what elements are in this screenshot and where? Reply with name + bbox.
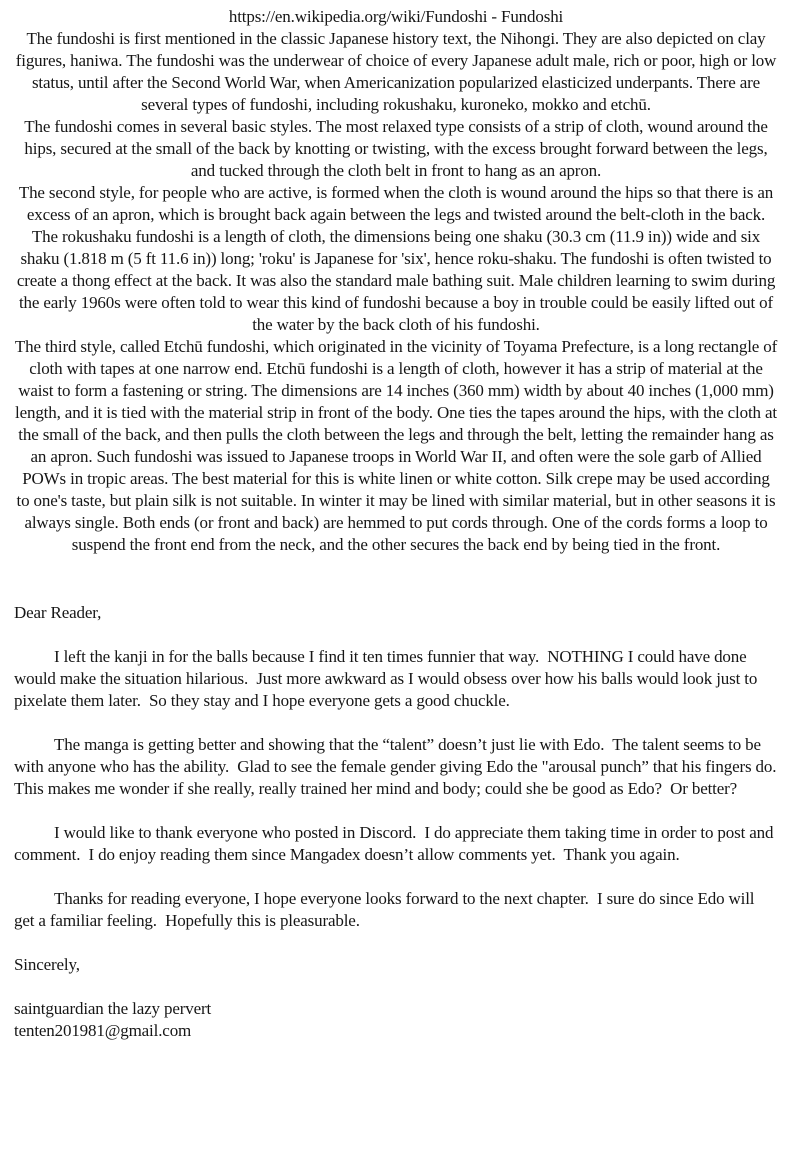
author-letter [14, 602, 785, 1042]
letter-closing: Sincerely, [14, 955, 80, 974]
letter-paragraph-2: The manga is getting better and showing that the “talent” doesn’t just lie with Edo. The talent seems to be with anyone who has the ability. Glad to see the female gender giving Edo the "arousal punch” that his fingers do. This makes me wonder if she really, really trained her mind and body; could she be good as Edo? Or better? [14, 735, 785, 798]
letter-paragraph-3: I would like to thank everyone who posted in Discord. I do appreciate them taking time in order to post and comment. I do enjoy reading them since Mangadex doesn’t allow comments yet. Thank you again. [14, 823, 778, 864]
wiki-paragraph-2: The fundoshi comes in several basic styles. The most relaxed type consists of a strip of cloth, wound around the hips, secured at the small of the back by knotting or twisting, with the excess brought forward between the legs, and tucked through the cloth belt in front to hang as an apron. [24, 117, 768, 180]
wikipedia-excerpt [14, 6, 778, 556]
wiki-paragraph-4: The third style, called Etchū fundoshi, which originated in the vicinity of Toyama Prefecture, is a long rectangle of cloth with tapes at one narrow end. Etchū fundoshi is a length of cloth, however it has a strip of material at the waist to form a fastening or string. The dimensions are 14 inches (360 mm) width by about 40 inches (1,000 mm) length, and it is tied with the material strip in front of the body. One ties the tapes around the hips, with the cloth at the small of the back, and then pulls the cloth between the legs and through the belt, letting the remainder hang as an apron. Such fundoshi was issued to Japanese troops in World War II, and often were the sole garb of Allied POWs in tropic areas. The best material for this is white linen or white cotton. Silk crepe may be used according to one's taste, but plain silk is not suitable. In winter it may be lined with similar material, but in other seasons it is always single. Both ends (or front and back) are hemmed to put cords through. One of the cords forms a loop to suspend the front end from the neck, and the other secures the back end by being tied in the front. [14, 337, 778, 554]
wiki-paragraph-3: The second style, for people who are active, is formed when the cloth is wound around the hips so that there is an excess of an apron, which is brought back again between the legs and twisted around the belt-cloth in the back. The rokushaku fundoshi is a length of cloth, the dimensions being one shaku (30.3 cm (11.9 in)) wide and six shaku (1.818 m (5 ft 11.6 in)) long; 'roku' is Japanese for 'six', hence roku-shaku. The fundoshi is often twisted to create a thong effect at the back. It was also the standard male bathing suit. Male children learning to swim during the early 1960s were often told to wear this kind of fundoshi because a boy in trouble could be easily lifted out of the water by the back cloth of his fundoshi. [16, 183, 776, 334]
source-url-line: https://en.wikipedia.org/wiki/Fundoshi - Fundoshi [228, 7, 564, 26]
letter-signature-name: saintguardian the lazy pervert [14, 999, 212, 1018]
letter-signature-email: tenten201981@gmail.com [14, 1021, 192, 1040]
letter-paragraph-1: I left the kanji in for the balls because I find it ten times funnier that way. NOTHING I could have done would make the situation hilarious. Just more awkward as I would obsess over how his balls would look just to pixelate them later. So they stay and I hope everyone gets a good chuckle. [14, 647, 762, 710]
wiki-paragraph-1: The fundoshi is first mentioned in the classic Japanese history text, the Nihongi. They are also depicted on clay figures, haniwa. The fundoshi was the underwear of choice of every Japanese adult male, rich or poor, high or low status, until after the Second World War, when Americanization popularized elasticized underpants. There are several types of fundoshi, including rokushaku, kuroneko, mokko and etchū. [15, 29, 777, 114]
letter-salutation: Dear Reader, [14, 603, 102, 622]
letter-paragraph-4: Thanks for reading everyone, I hope everyone looks forward to the next chapter. I sure do since Edo will get a familiar feeling. Hopefully this is pleasurable. [14, 889, 759, 930]
